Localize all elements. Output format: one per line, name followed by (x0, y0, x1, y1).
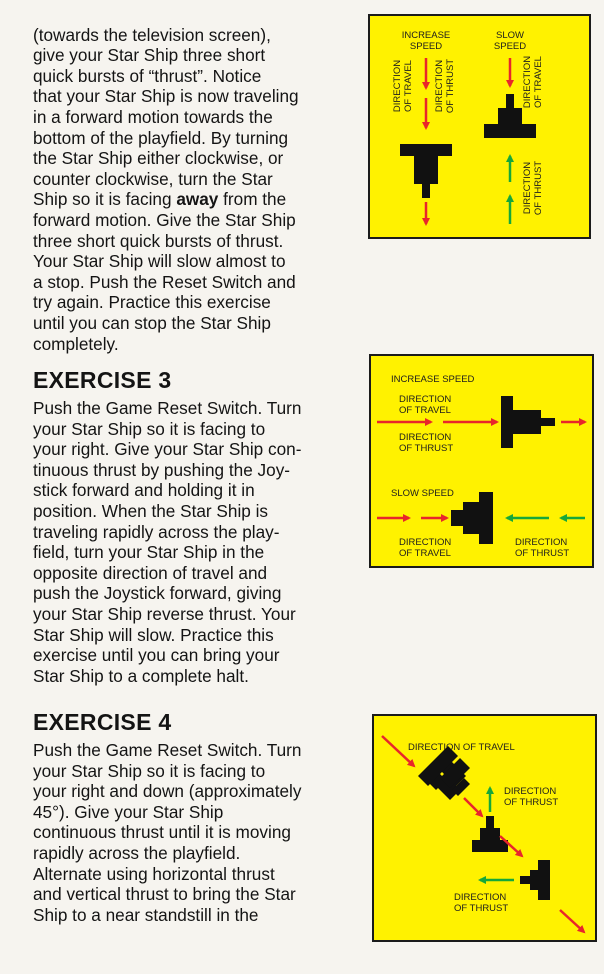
label-direction-travel-right: DIRECTION (522, 55, 533, 109)
label-of-travel-right: OF TRAVEL (533, 56, 544, 108)
label-of-travel: OF TRAVEL (399, 405, 451, 416)
text-line: bottom of the playfield. By turning (33, 127, 289, 148)
label-of-travel-2: OF TRAVEL (399, 548, 451, 559)
label-direction-thrust-left: DIRECTION (434, 59, 445, 113)
star-ship-icon (520, 860, 550, 900)
label-of-thrust: OF THRUST (399, 443, 454, 454)
diagram-horizontal-svg (371, 356, 592, 566)
diagram-vertical-thrust (368, 14, 591, 239)
label-direction-thrust-right: DIRECTION (522, 161, 533, 215)
label-slow: SLOW (496, 30, 524, 41)
text-line: the Star Ship either clockwise, or (33, 148, 284, 169)
text-line: give your Star Ship three short (33, 45, 266, 66)
label-direction-travel: DIRECTION OF TRAVEL (408, 742, 515, 753)
star-ship-icon (501, 396, 555, 448)
text-line: completely. (33, 333, 119, 354)
label-increase: INCREASE (401, 30, 451, 41)
label-of-thrust-left: OF THRUST (445, 58, 456, 114)
exercise-4-body: Push the Game Reset Switch. Turn your Star Ship so it is facing to your right and down (approximately 45°). Give your Star Ship continuous thrust until it is moving rapidly across the playfield. Alternate using horizontal thrust and vertical thrust to bring the Star Ship to a near standstill in the (33, 740, 302, 925)
label-direction-travel-left: DIRECTION (392, 59, 403, 113)
intro-paragraph (33, 4, 299, 354)
label-direction-thrust-2: DIRECTION (515, 537, 568, 548)
text-line: until you can stop the Star Ship (33, 312, 271, 333)
diagram-vertical-svg (370, 16, 589, 237)
text-line: Your Star Ship will slow almost to (33, 251, 286, 272)
text-line: Ship so it is facing (33, 189, 177, 210)
label-speed-a: SPEED (409, 41, 443, 52)
star-ship-icon (400, 144, 452, 198)
label-direction-thrust: DIRECTION (399, 432, 452, 443)
label-direction-travel: DIRECTION (399, 394, 452, 405)
exercise-3-heading: EXERCISE 3 (33, 367, 172, 393)
exercise-3-body: Push the Game Reset Switch. Turn your Star Ship so it is facing to your right. Give your Star Ship con- tinuous thrust by pushing the Joy- stick forward and holding it in position. When the Star Ship is traveling rapidly across the play- field, turn your Star Ship in the opposite direction of travel and push the Joystick forward, giving your Star Ship reverse thrust. Your Star Ship will slow. Practice this exercise until you can bring your Star Ship to a complete halt. (33, 398, 302, 686)
star-ship-icon (451, 492, 493, 544)
label-direction-travel-2: DIRECTION (399, 537, 452, 548)
text-line: quick bursts of “thrust”. Notice (33, 65, 262, 86)
text-line: try again. Practice this exercise (33, 292, 271, 313)
text-line: from the (218, 189, 287, 210)
label-of-thrust-a: OF THRUST (504, 797, 559, 808)
text-line: three short quick bursts of thrust. (33, 230, 284, 251)
text-line: forward motion. Give the Star Ship (33, 209, 296, 230)
diagram-diagonal-svg (374, 716, 595, 940)
text-line: that your Star Ship is now traveling (33, 86, 299, 107)
label-of-thrust-2: OF THRUST (515, 548, 570, 559)
label-speed-b: SPEED (493, 41, 527, 52)
diagram-diagonal-thrust (372, 714, 597, 942)
text-line: in a forward motion towards the (33, 106, 273, 127)
label-of-thrust-right: OF THRUST (533, 160, 544, 216)
travel-arrow (560, 910, 584, 932)
label-increase-speed: INCREASE SPEED (391, 374, 475, 385)
travel-arrow (464, 798, 482, 816)
text-line: (towards the television screen), (33, 24, 271, 45)
text-line: a stop. Push the Reset Switch and (33, 271, 296, 292)
label-slow-speed: SLOW SPEED (391, 488, 454, 499)
emphasis-away: away (176, 189, 219, 210)
exercise-4-heading: EXERCISE 4 (33, 709, 172, 735)
star-ship-icon (472, 816, 508, 852)
label-of-travel-left: OF TRAVEL (403, 60, 414, 112)
label-of-thrust-b: OF THRUST (454, 903, 509, 914)
label-direction-thrust-a: DIRECTION (504, 786, 557, 797)
text-line: counter clockwise, turn the Star (33, 168, 273, 189)
label-direction-thrust-b: DIRECTION (454, 892, 507, 903)
diagram-horizontal-thrust (369, 354, 594, 568)
